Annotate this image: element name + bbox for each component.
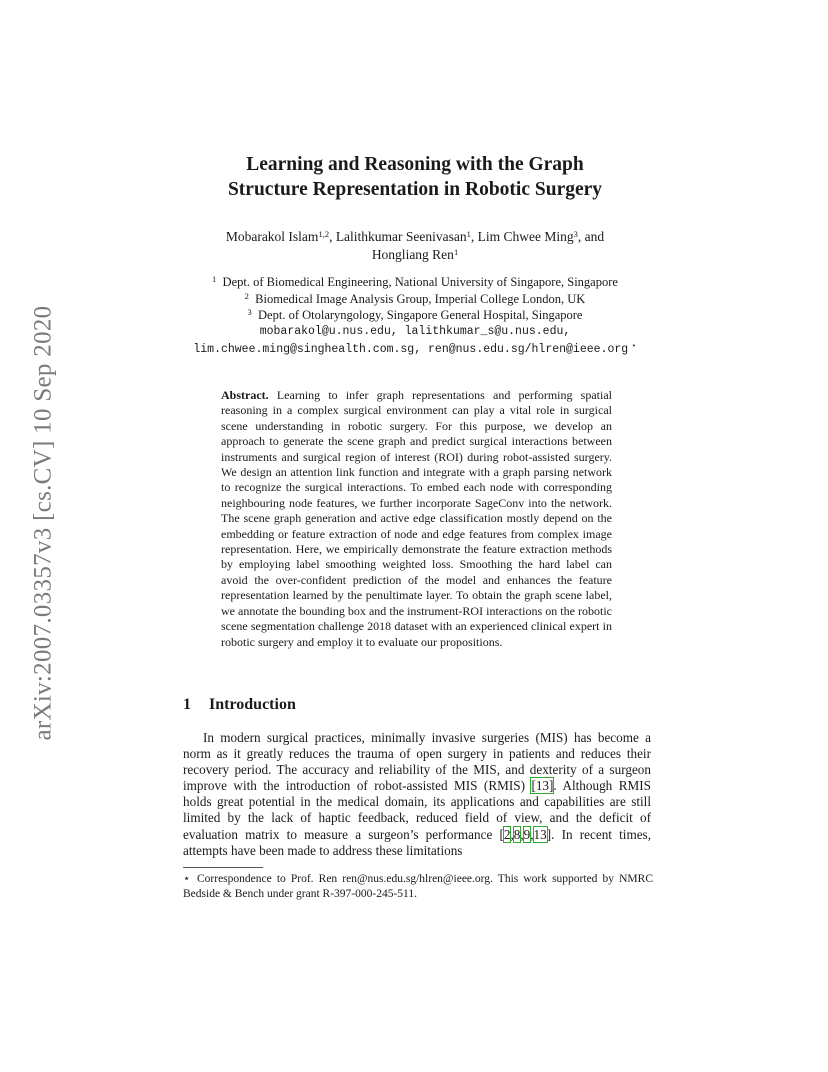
email-line-1: mobarakol@u.nus.edu, lalithkumar_s@u.nus.edu, [259, 324, 571, 338]
footnote-text: Correspondence to Prof. Ren ren@nus.edu.sg/hlren@ieee.org. This work supported by NMRC Bedside & Bench under grant R-397-000-245-511. [183, 873, 653, 900]
author-conjunction: , and [577, 229, 605, 244]
affiliation-number: 2 [244, 290, 249, 301]
email-addresses: lim.chwee.ming@singhealth.com.sg, ren@nus.edu.sg/hlren@ieee.org [193, 343, 629, 356]
footnote-star: ⋆ [631, 340, 637, 350]
affiliation-text: Dept. of Biomedical Engineering, National University of Singapore, Singapore [222, 275, 618, 289]
arxiv-identifier-stamp [22, 285, 64, 760]
author-name: , Lalithkumar Seenivasan [329, 229, 467, 244]
section-title: Introduction [209, 696, 296, 713]
abstract-text: Learning to infer graph representations and performing spatial reasoning in a complex surgical environment can play a vital role in surgical scene understanding in robotic surgery. For this purpose, we develop an approach to generate the scene graph and predict surgical interactions between instruments and surgical region of interest (ROI) during robot-assisted surgery. We design an attention link function and integrate with a graph parsing network to recognize the surgical interactions. To embed each node with corresponding neighbouring node features, we further incorporate SageConv into the network. The scene graph generation and active edge classification mostly depend on the embedding or feature extraction of node and edge features from complex image representation. Here, we empirically demonstrate the feature extraction methods by employing label smoothing weighted loss. Smoothing the hard label can avoid the over-confident prediction of the model and enhances the feature representation learned by the penultimate layer. To obtain the graph scene label, we annotate the bounding box and the instrument-ROI interactions on the robotic scene segmentation challenge 2018 dataset with an experienced clinical expert in robotic surgery and employ it to evaluate our propositions. [221, 388, 612, 649]
affiliation-1 [180, 274, 650, 291]
author-list [195, 228, 635, 264]
author-line-2 [195, 246, 635, 264]
affiliation-marker: 1 [466, 229, 471, 239]
author-name: , Lim Chwee Ming [470, 229, 574, 244]
author-name: Hongliang Ren [371, 247, 454, 262]
abstract [221, 388, 612, 650]
affiliation-number: 3 [247, 307, 252, 317]
introduction-paragraph [183, 730, 651, 859]
citation-link[interactable]: [13] [531, 778, 554, 794]
citation-bracket: [ [499, 826, 504, 842]
citation-separator: , [530, 826, 534, 842]
arxiv-identifier-text: arXiv:2007.03357v3 [cs.CV] 10 Sep 2020 [29, 305, 57, 740]
affiliation-marker: 1 [453, 247, 459, 257]
affiliations-block [180, 274, 650, 359]
section-heading [183, 696, 296, 714]
title-line-2: Structure Representation in Robotic Surgery [227, 179, 603, 200]
title-line-1: Learning and Reasoning with the Graph [246, 154, 584, 175]
paper-title [170, 152, 660, 202]
footnote-mark: ⋆ [183, 873, 191, 885]
citation-bracket: ] [546, 826, 552, 842]
abstract-label: Abstract. [221, 388, 269, 402]
intro-text: In modern surgical practices, minimally invasive surgeries (MIS) has become a norm as it greatly reduces the trauma of open surgery in patients and reduces their recovery period. The accuracy and reliability of the MIS, and dexterity of a surgeon improve with the introduction of robot-assisted MIS (RMIS) [183, 730, 651, 794]
citation-link[interactable]: 13 [533, 826, 547, 842]
footnote-divider [183, 867, 263, 868]
citation-link[interactable]: 9 [523, 826, 531, 842]
author-name: Mobarakol Islam [225, 229, 319, 244]
footnote [183, 872, 653, 902]
affiliation-marker: 1,2 [318, 229, 330, 239]
citation-separator: , [520, 826, 524, 842]
author-line-1 [195, 228, 635, 246]
affiliation-text: Biomedical Image Analysis Group, Imperial College London, UK [255, 291, 586, 306]
intro-text: . In recent times, attempts have been made to address these limitations [183, 826, 651, 858]
citation-link[interactable]: 2 [503, 826, 511, 842]
affiliation-text: Dept. of Otolaryngology, Singapore General Hospital, Singapore [258, 308, 583, 322]
affiliation-marker: 3 [573, 229, 578, 239]
affiliation-2 [180, 291, 650, 308]
email-line-2 [180, 340, 650, 359]
intro-text: . Although RMIS holds great potential in the medical domain, its applications and capabilities are still limited by the lack of haptic feedback, reduced field of view, and the deficit of evaluation matrix to measure a surgeon’s performance [183, 778, 651, 842]
citation-separator: , [510, 826, 514, 842]
affiliation-3 [180, 307, 650, 324]
section-number: 1 [183, 696, 191, 713]
affiliation-number: 1 [212, 274, 217, 284]
citation-link[interactable]: 8 [513, 826, 521, 842]
